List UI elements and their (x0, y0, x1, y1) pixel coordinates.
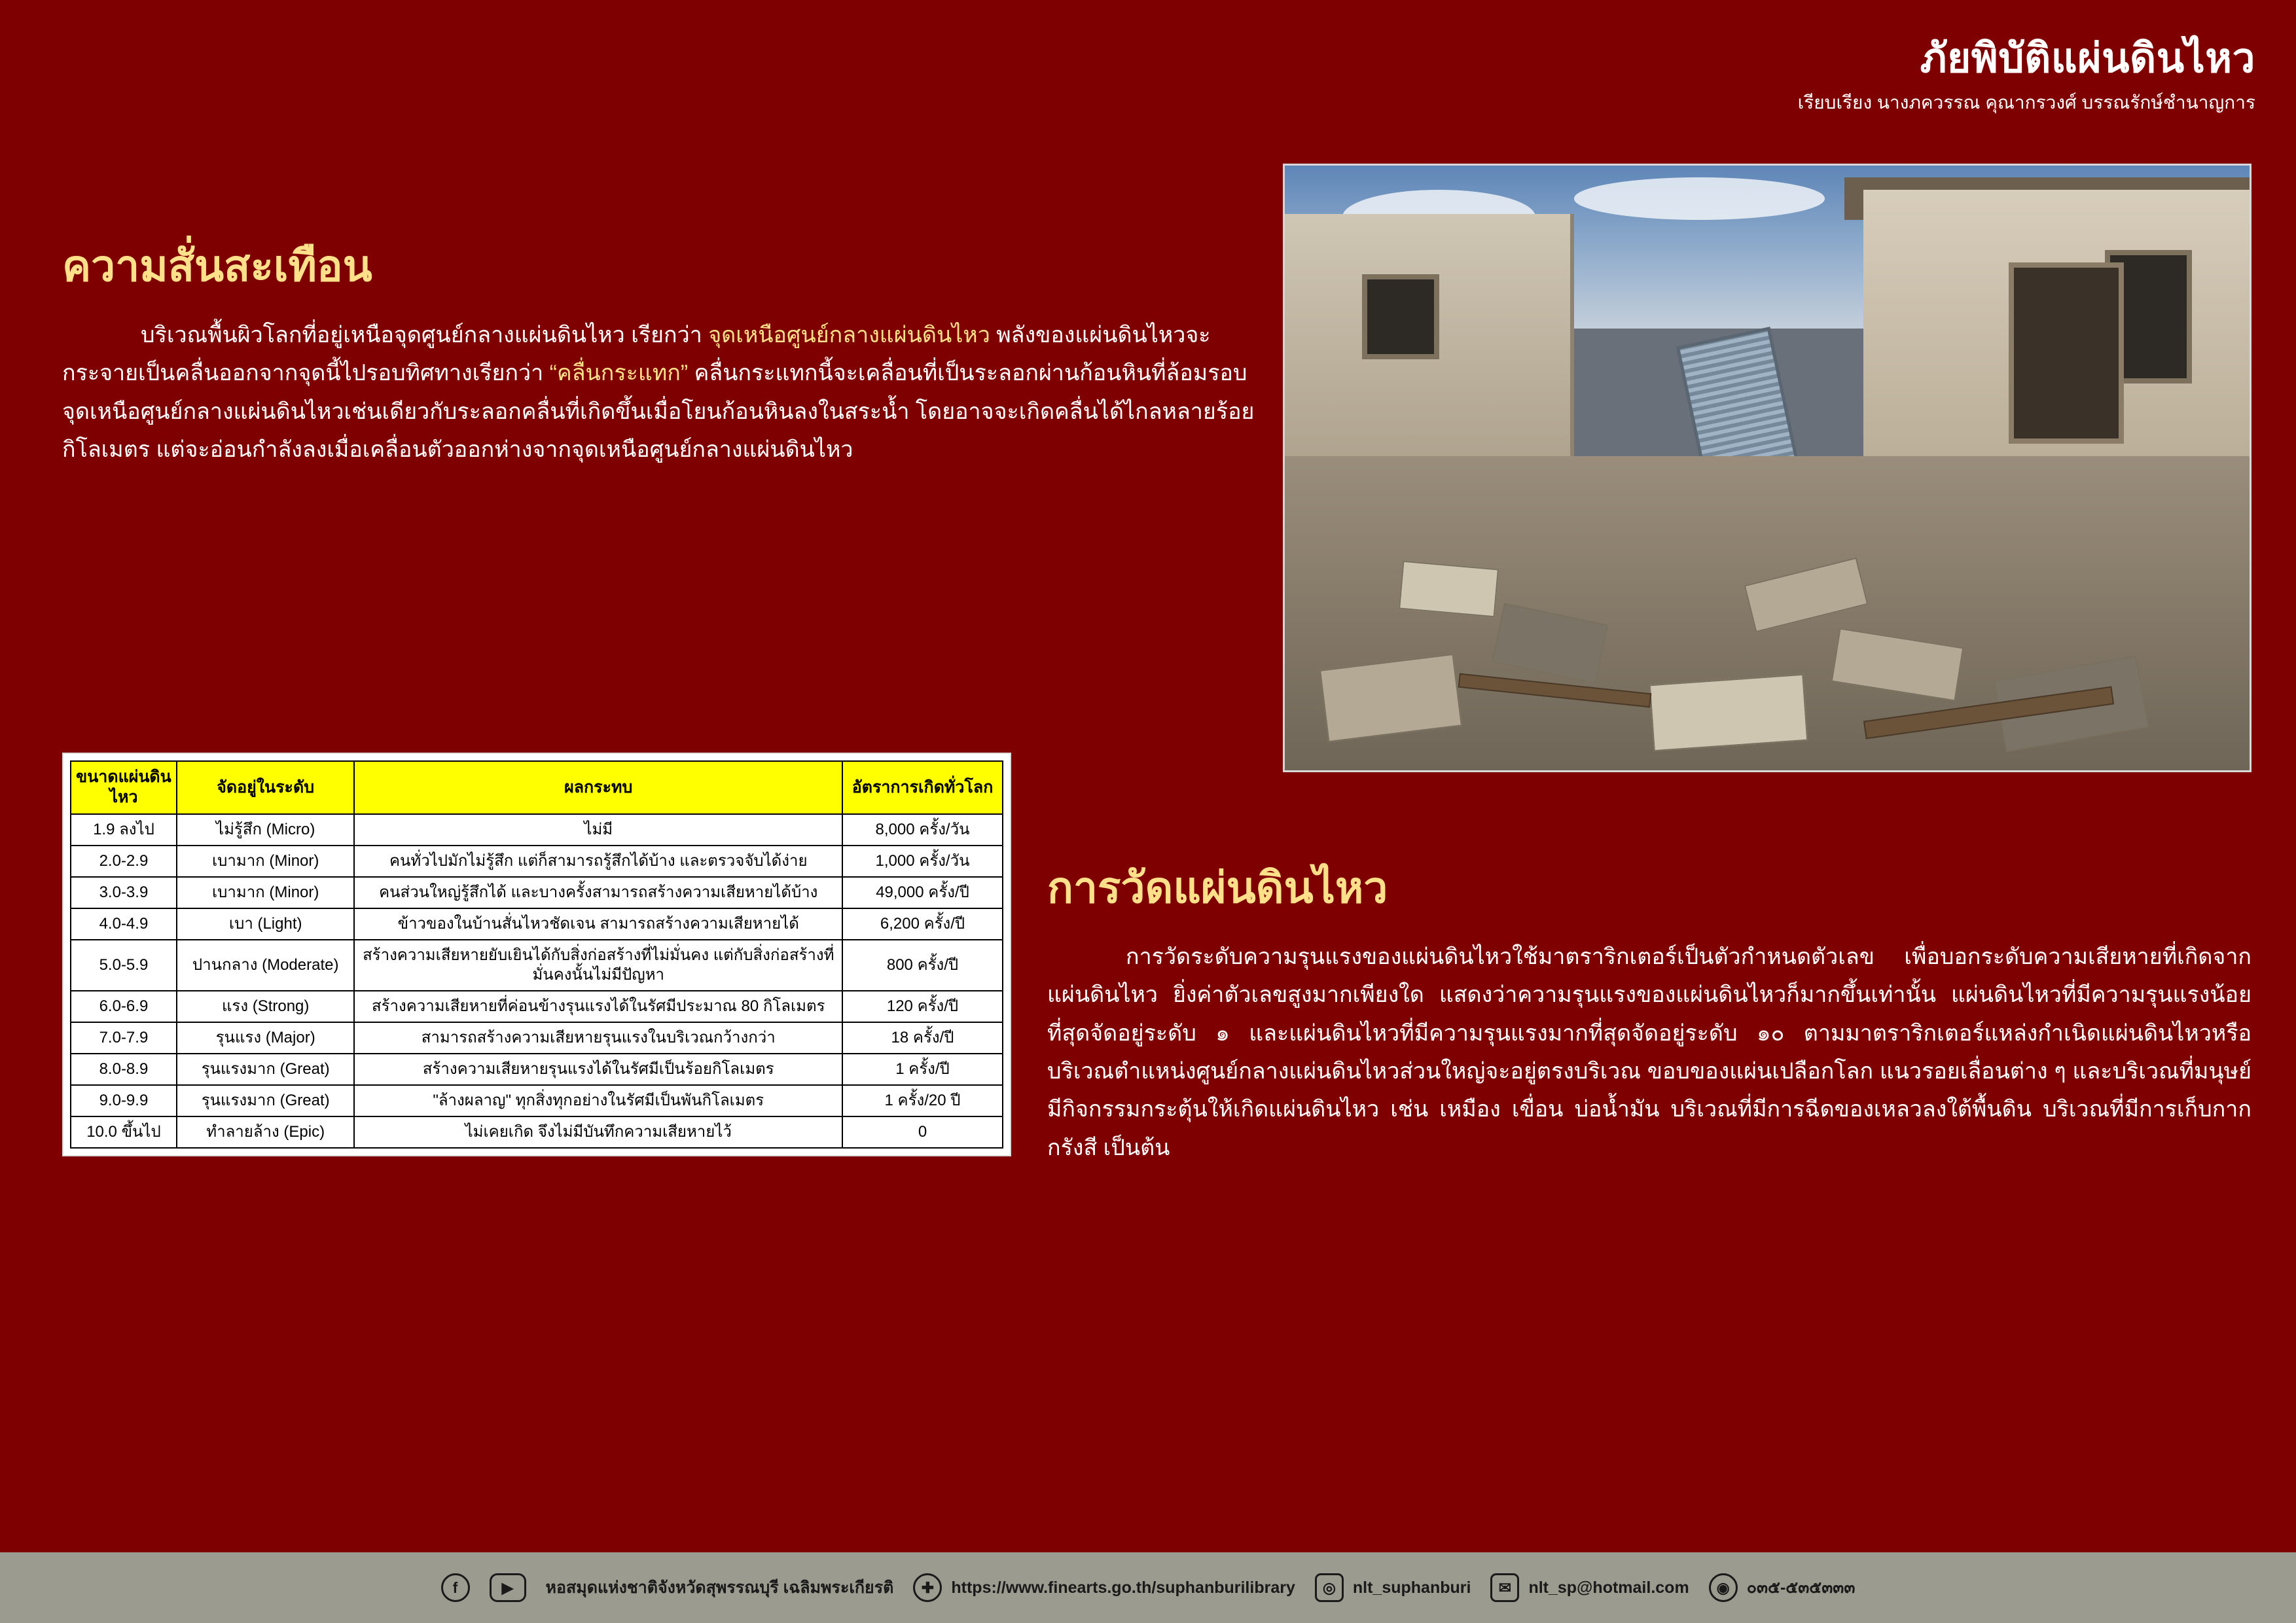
library-name-text: หอสมุดแห่งชาติจังหวัดสุพรรณบุรี เฉลิมพระเกียรติ (545, 1578, 894, 1597)
cell-magnitude: 7.0-7.9 (71, 1022, 177, 1054)
right-column (1047, 864, 2251, 1189)
cell-effect: สร้างความเสียหายรุนแรงได้ในรัศมีเป็นร้อยกิโลเมตร (354, 1054, 842, 1085)
table-row (71, 1116, 1003, 1148)
cell-magnitude: 2.0-2.9 (71, 846, 177, 877)
section-heading-vibration: ความสั่นสะเทือน (62, 241, 372, 290)
cell-rate: 18 ครั้ง/ปี (842, 1022, 1003, 1054)
table-row (71, 877, 1003, 908)
cell-level: รุนแรงมาก (Great) (177, 1054, 355, 1085)
table-row (71, 1085, 1003, 1116)
cell-magnitude: 10.0 ขึ้นไป (71, 1116, 177, 1148)
vibration-text-1: บริเวณพื้นผิวโลกที่อยู่เหนือจุดศูนย์กลางแผ่นดินไหว เรียกว่า (141, 322, 709, 348)
cell-magnitude: 5.0-5.9 (71, 940, 177, 991)
photo-debris (1649, 674, 1808, 751)
cell-effect: คนส่วนใหญ่รู้สึกได้ และบางครั้งสามารถสร้างความเสียหายได้บ้าง (354, 877, 842, 908)
cell-effect: ไม่เคยเกิด จึงไม่มีบันทึกความเสียหายไว้ (354, 1116, 842, 1148)
youtube-icon: ▶ (490, 1573, 526, 1602)
photo-cloud (1574, 177, 1825, 220)
table-row (71, 1054, 1003, 1085)
cell-level: ไม่รู้สึก (Micro) (177, 814, 355, 846)
footer-facebook[interactable] (441, 1573, 470, 1602)
cell-level: เบามาก (Minor) (177, 877, 355, 908)
footer-library-name (546, 1575, 894, 1601)
photo-doorway (2009, 262, 2125, 444)
vibration-paragraph (62, 316, 1260, 469)
facebook-icon: f (441, 1573, 470, 1602)
table-header-magnitude: ขนาดแผ่นดินไหว (71, 761, 177, 814)
author-credit: เรียบเรียง นางภควรรณ คุณากรวงศ์ บรรณรักษ์ชำนาญการ (1797, 92, 2255, 113)
poster-header (1798, 37, 2255, 114)
footer-phone[interactable] (1709, 1573, 1856, 1602)
cell-level: แรง (Strong) (177, 991, 355, 1022)
table-row (71, 846, 1003, 877)
vibration-highlight-2: “คลื่นกระแทก” (549, 361, 689, 386)
line-icon: ◉ (1709, 1573, 1738, 1602)
vibration-text-3: คลื่นกระแทกนี้จะเคลื่อนที่เป็นระลอกผ่านก้อนหินที่ล้อมรอบจุดเหนือศูนย์กลางแผ่นดินไหวเช่นเดียวกับระลอกคลื่นที่เกิดขึ้นเมื่อโยนก้อนหินลงในสระน้ำ โดยอาจจะเกิดคลื่นได้ไกลหลายร้อยกิโลเมตร แต่จะอ่อนกำลังลงเมื่อเคลื่อนตัวออกห่างจากจุดเหนือศูนย์กลางแผ่นดินไหว (62, 361, 1255, 462)
email-icon: ✉ (1490, 1573, 1519, 1602)
table-row (71, 991, 1003, 1022)
cell-rate: 1 ครั้ง/20 ปี (842, 1085, 1003, 1116)
globe-icon: ✚ (913, 1573, 942, 1602)
richter-scale-table (70, 760, 1003, 1149)
footer-email[interactable] (1490, 1573, 1689, 1602)
cell-magnitude: 3.0-3.9 (71, 877, 177, 908)
measurement-text: การวัดระดับความรุนแรงของแผ่นดินไหวใช้มาตราริกเตอร์เป็นตัวกำหนดตัวเลข เพื่อบอกระดับความเสียหายที่เกิดจากแผ่นดินไหว ยิ่งค่าตัวเลขสูงมากเพียงใด แสดงว่าความรุนแรงของแผ่นดินไหวก็มากขึ้นเท่านั้น แผ่นดินไหวที่มีความรุนแรงน้อยที่สุดจัดอยู่ระดับ ๑ และแผ่นดินไหวที่มีความรุนแรงมากที่สุดจัดอยู่ระดับ ๑๐ ตามมาตราริกเตอร์แหล่งกำเนิดแผ่นดินไหวหรือบริเวณตำแหน่งศูนย์กลางแผ่นดินไหวส่วนใหญ่จะอยู่ตรงบริเวณ ขอบของแผ่นเปลือกโลก แนวรอยเลื่อนต่าง ๆ และบริเวณที่มนุษย์มีกิจกรรมกระตุ้นให้เกิดแผ่นดินไหว เช่น เหมือง เขื่อน บ่อน้ำมัน บริเวณที่มีการฉีดของเหลวลงใต้พื้นดิน บริเวณที่มีการเก็บกากกรังสี เป็นต้น (1047, 944, 2251, 1160)
cell-rate: 1 ครั้ง/ปี (842, 1054, 1003, 1085)
cell-level: รุนแรงมาก (Great) (177, 1085, 355, 1116)
cell-effect: ไม่มี (354, 814, 842, 846)
vibration-text-2: พลังของแผ่นดินไหวจะกระจายเป็นคลื่นออกจากจุดนี้ไปรอบทิศทางเรียกว่า (62, 322, 1211, 386)
table-header-level: จัดอยู่ในระดับ (177, 761, 355, 814)
website-url-text[interactable]: https://www.finearts.go.th/suphanburilibrary (951, 1578, 1295, 1597)
cell-effect: สร้างความเสียหายที่ค่อนข้างรุนแรงได้ในรัศมีประมาณ 80 กิโลเมตร (354, 991, 842, 1022)
cell-magnitude: 6.0-6.9 (71, 991, 177, 1022)
table-header-rate: อัตราการเกิดทั่วโลก (842, 761, 1003, 814)
table-row (71, 1022, 1003, 1054)
cell-rate: 8,000 ครั้ง/วัน (842, 814, 1003, 846)
cell-rate: 0 (842, 1116, 1003, 1148)
cell-level: เบามาก (Minor) (177, 846, 355, 877)
phone-text: ๐๓๕-๕๓๕๓๓๓ (1746, 1578, 1856, 1597)
cell-effect: คนทั่วไปมักไม่รู้สึก แต่ก็สามารถรู้สึกได้บ้าง และตรวจจับได้ง่าย (354, 846, 842, 877)
left-column (62, 242, 1260, 491)
section-heading-measurement: การวัดแผ่นดินไหว (1047, 863, 1388, 912)
earthquake-damage-photo (1283, 164, 2251, 772)
footer-bar (0, 1552, 2296, 1623)
instagram-handle-text[interactable]: nlt_suphanburi (1352, 1578, 1471, 1597)
page-title: ภัยพิบัติแผ่นดินไหว (1920, 36, 2255, 81)
cell-magnitude: 4.0-4.9 (71, 908, 177, 940)
cell-level: เบา (Light) (177, 908, 355, 940)
cell-magnitude: 1.9 ลงไป (71, 814, 177, 846)
cell-rate: 800 ครั้ง/ปี (842, 940, 1003, 991)
cell-rate: 6,200 ครั้ง/ปี (842, 908, 1003, 940)
cell-magnitude: 8.0-8.9 (71, 1054, 177, 1085)
photo-debris (1399, 561, 1499, 617)
cell-level: ปานกลาง (Moderate) (177, 940, 355, 991)
footer-youtube[interactable] (490, 1573, 526, 1602)
cell-rate: 120 ครั้ง/ปี (842, 991, 1003, 1022)
table-header-row (71, 761, 1003, 814)
instagram-icon: ◎ (1315, 1573, 1344, 1602)
measurement-paragraph (1047, 938, 2251, 1168)
cell-effect: "ล้างผลาญ" ทุกสิ่งทุกอย่างในรัศมีเป็นพันกิโลเมตร (354, 1085, 842, 1116)
cell-effect: สร้างความเสียหายยับเยินได้กับสิ่งก่อสร้างที่ไม่มั่นคง แต่กับสิ่งก่อสร้างที่มั่นคงนั้นไม่มีปัญหา (354, 940, 842, 991)
email-text[interactable]: nlt_sp@hotmail.com (1528, 1578, 1689, 1597)
cell-rate: 49,000 ครั้ง/ปี (842, 877, 1003, 908)
table-header-effect: ผลกระทบ (354, 761, 842, 814)
vibration-highlight-1: จุดเหนือศูนย์กลางแผ่นดินไหว (708, 322, 990, 348)
cell-magnitude: 9.0-9.9 (71, 1085, 177, 1116)
table-row (71, 908, 1003, 940)
photo-window (1362, 274, 1439, 359)
footer-instagram[interactable] (1315, 1573, 1471, 1602)
cell-rate: 1,000 ครั้ง/วัน (842, 846, 1003, 877)
cell-effect: ข้าวของในบ้านสั่นไหวชัดเจน สามารถสร้างความเสียหายได้ (354, 908, 842, 940)
cell-level: ทำลายล้าง (Epic) (177, 1116, 355, 1148)
richter-scale-table-container (62, 753, 1011, 1156)
footer-website[interactable] (913, 1573, 1295, 1602)
table-row (71, 814, 1003, 846)
cell-effect: สามารถสร้างความเสียหายรุนแรงในบริเวณกว้างกว่า (354, 1022, 842, 1054)
table-row (71, 940, 1003, 991)
cell-level: รุนแรง (Major) (177, 1022, 355, 1054)
